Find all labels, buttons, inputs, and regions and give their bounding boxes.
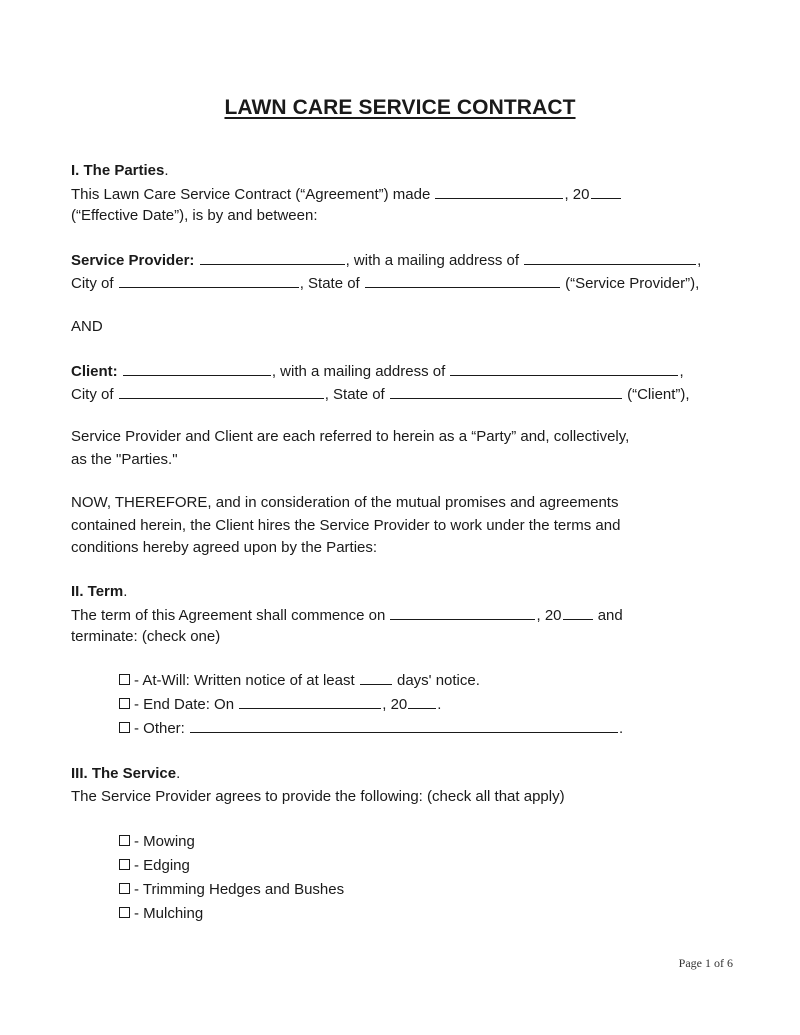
checkbox[interactable] bbox=[119, 883, 130, 894]
client-state-blank[interactable] bbox=[390, 383, 622, 399]
checkbox[interactable] bbox=[119, 835, 130, 846]
checkbox[interactable] bbox=[119, 674, 130, 685]
and-separator: AND bbox=[71, 318, 103, 335]
checkbox[interactable] bbox=[119, 722, 130, 733]
service-option-mulching: - Mulching bbox=[119, 902, 344, 926]
parties-section: I. The Parties. This Lawn Care Service Contract (“Agreement”) made , 20 (“Effective Date”), is by and between: bbox=[71, 160, 731, 228]
term-option-end-date: - End Date: On , 20 . bbox=[119, 693, 623, 717]
page-number: Page 1 of 6 bbox=[678, 956, 733, 970]
service-heading: III. The Service bbox=[71, 765, 177, 782]
client-address-blank[interactable] bbox=[450, 360, 678, 376]
agreement-text: This Lawn Care Service Contract (“Agreement”) made bbox=[71, 185, 431, 203]
term-options-list bbox=[119, 669, 623, 741]
term-start-date-blank[interactable] bbox=[390, 604, 535, 620]
service-intro: The Service Provider agrees to provide the following: (check all that apply) bbox=[71, 787, 565, 805]
agreement-year-blank[interactable] bbox=[591, 183, 621, 199]
checkbox[interactable] bbox=[119, 698, 130, 709]
other-term-blank[interactable] bbox=[190, 717, 618, 733]
end-date-blank[interactable] bbox=[239, 693, 381, 709]
document-title: LAWN CARE SERVICE CONTRACT bbox=[224, 96, 576, 119]
client-block: Client: , with a mailing address of , City of , State of (“Client”), bbox=[71, 360, 731, 405]
service-option-mowing: - Mowing bbox=[119, 830, 344, 854]
notice-days-blank[interactable] bbox=[360, 669, 392, 685]
term-heading: II. Term bbox=[71, 583, 124, 600]
service-provider-state-blank[interactable] bbox=[365, 272, 560, 288]
service-provider-block: Service Provider: , with a mailing address of , City of , State of (“Service Provider”), bbox=[71, 249, 731, 294]
effective-date-text: (“Effective Date”), is by and between: bbox=[71, 207, 318, 224]
service-provider-name-blank[interactable] bbox=[200, 249, 345, 265]
client-label: Client bbox=[71, 363, 113, 380]
term-option-at-will: - At-Will: Written notice of at least days' notice. bbox=[119, 669, 623, 693]
service-provider-address-blank[interactable] bbox=[524, 249, 696, 265]
end-year-blank[interactable] bbox=[408, 693, 436, 709]
collective-paragraph: Service Provider and Client are each referred to herein as a “Party” and, collectively, as the "Parties." bbox=[71, 428, 630, 468]
term-option-other: - Other: . bbox=[119, 717, 623, 741]
service-option-trimming: - Trimming Hedges and Bushes bbox=[119, 878, 344, 902]
service-section: III. The Service. The Service Provider agrees to provide the following: (check all that apply) bbox=[71, 765, 565, 805]
checkbox[interactable] bbox=[119, 859, 130, 870]
service-option-edging: - Edging bbox=[119, 854, 344, 878]
now-therefore-paragraph: NOW, THEREFORE, and in consideration of the mutual promises and agreements contained herein, the Client hires the Service Provider to work under the terms and conditions hereby agreed upon by the Parties: bbox=[71, 494, 621, 556]
client-city-blank[interactable] bbox=[119, 383, 324, 399]
agreement-date-blank[interactable] bbox=[435, 183, 563, 199]
service-provider-city-blank[interactable] bbox=[119, 272, 299, 288]
service-options-list bbox=[119, 830, 344, 926]
client-name-blank[interactable] bbox=[123, 360, 271, 376]
term-section: II. Term. The term of this Agreement shall commence on , 20 and terminate: (check one) bbox=[71, 583, 623, 645]
service-provider-label: Service Provider bbox=[71, 252, 190, 269]
checkbox[interactable] bbox=[119, 907, 130, 918]
term-start-year-blank[interactable] bbox=[563, 604, 593, 620]
parties-heading: I. The Parties bbox=[71, 162, 165, 179]
